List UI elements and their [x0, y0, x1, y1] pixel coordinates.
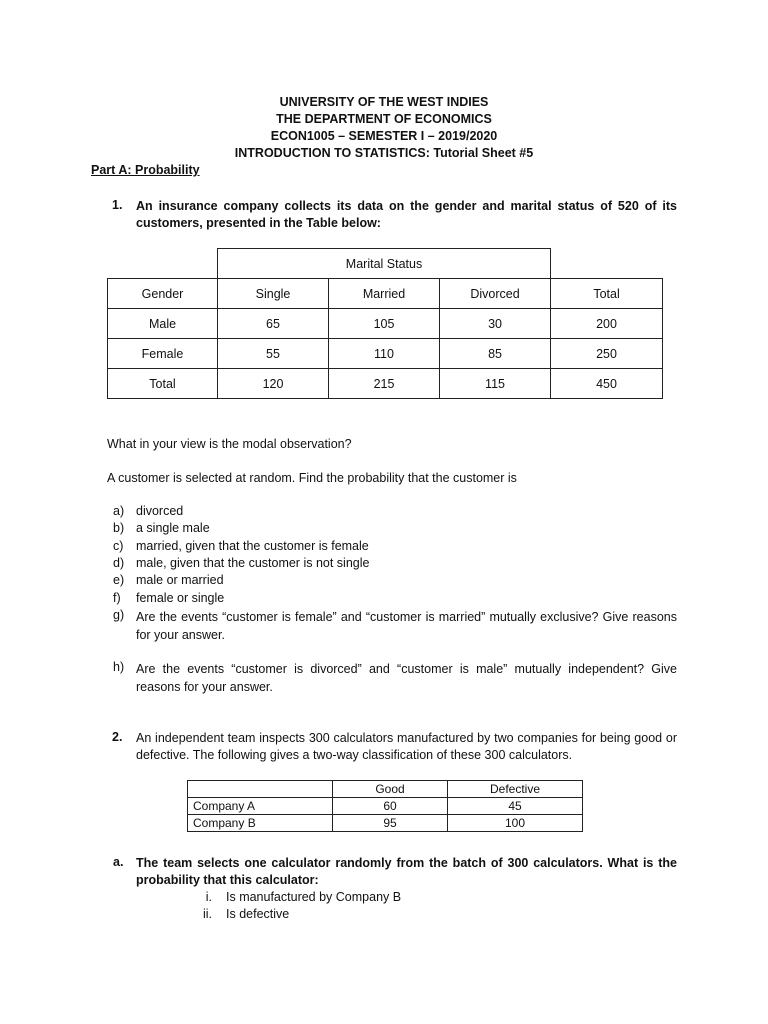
table-row	[108, 339, 663, 369]
table-cell: 45	[448, 798, 583, 815]
q2a-text: The team selects one calculator randomly from the batch of 300 calculators. What is the probability that this calculator:	[136, 856, 677, 887]
q1-number: 1.	[112, 198, 123, 212]
university-title: UNIVERSITY OF THE WEST INDIES	[279, 95, 489, 109]
table-cell: 100	[448, 815, 583, 832]
table-row	[188, 815, 583, 832]
column-header: Married	[329, 279, 440, 309]
calculator-table	[187, 780, 583, 832]
table-cell: 55	[218, 339, 329, 369]
table-cell: 30	[440, 309, 551, 339]
item-letter: h)	[113, 660, 125, 674]
table-cell: 95	[333, 815, 448, 832]
roman-numeral: i.	[205, 890, 212, 904]
modal-question: What in your view is the modal observation?	[107, 437, 352, 451]
item-letter: d)	[113, 556, 125, 570]
table-cell: Company B	[188, 815, 333, 832]
table-cell: 120	[218, 369, 329, 399]
item-text: divorced	[136, 504, 184, 518]
item-letter: c)	[113, 539, 124, 553]
table-cell: 250	[551, 339, 663, 369]
course-title: ECON1005 – SEMESTER I – 2019/2020	[270, 129, 498, 143]
item-text: Are the events “customer is female” and “customer is married” mutually exclusive? Give reasons for your answer.	[136, 610, 677, 642]
column-header: Good	[333, 781, 448, 798]
table-cell: Male	[108, 309, 218, 339]
part-a-heading: Part A: Probability	[91, 163, 200, 177]
blank-cell	[108, 249, 218, 279]
table-header-row	[188, 781, 583, 798]
column-header	[188, 781, 333, 798]
item-letter: f)	[113, 591, 121, 605]
random-prompt: A customer is selected at random. Find the probability that the customer is	[107, 471, 517, 485]
item-letter: e)	[113, 573, 125, 587]
table-cell: Company A	[188, 798, 333, 815]
table-row	[108, 309, 663, 339]
q2-text: An independent team inspects 300 calculators manufactured by two companies for being good or defective. The following gives a two-way classification of these 300 calculators.	[136, 731, 677, 762]
item-letter: a)	[113, 504, 125, 518]
table-cell: 200	[551, 309, 663, 339]
roman-numeral: ii.	[202, 907, 212, 921]
q2-number: 2.	[112, 730, 123, 744]
table-row	[108, 369, 663, 399]
subitem-text: Is manufactured by Company B	[226, 890, 402, 904]
column-header: Divorced	[440, 279, 551, 309]
table-cell: 60	[333, 798, 448, 815]
marital-status-table	[107, 248, 663, 399]
marital-status-header: Marital Status	[218, 249, 551, 279]
subitem-text: Is defective	[226, 907, 290, 921]
table-cell: 65	[218, 309, 329, 339]
q1-text: An insurance company collects its data on the gender and marital status of 520 of its customers, presented in the Table below:	[136, 199, 677, 230]
tutorial-title: INTRODUCTION TO STATISTICS: Tutorial Sheet #5	[234, 146, 534, 160]
table-cell: 110	[329, 339, 440, 369]
item-text: married, given that the customer is female	[136, 539, 369, 553]
column-header: Gender	[108, 279, 218, 309]
table-cell: Female	[108, 339, 218, 369]
table-cell: 215	[329, 369, 440, 399]
table-header-row	[108, 279, 663, 309]
column-header: Single	[218, 279, 329, 309]
table-cell: 85	[440, 339, 551, 369]
blank-cell	[551, 249, 663, 279]
table-cell: 450	[551, 369, 663, 399]
table-cell: 105	[329, 309, 440, 339]
item-text: female or single	[136, 591, 225, 605]
column-header: Defective	[448, 781, 583, 798]
item-text: Are the events “customer is divorced” and “customer is male” mutually independent? Give reasons for your answer.	[136, 662, 677, 694]
column-header: Total	[551, 279, 663, 309]
item-letter: b)	[113, 521, 125, 535]
table-cell: 115	[440, 369, 551, 399]
table-row	[188, 798, 583, 815]
table-group-header-row	[108, 249, 663, 279]
item-text: male, given that the customer is not single	[136, 556, 370, 570]
item-text: a single male	[136, 521, 210, 535]
item-letter: g)	[113, 608, 125, 622]
item-text: male or married	[136, 573, 224, 587]
department-title: THE DEPARTMENT OF ECONOMICS	[276, 112, 492, 126]
q2a-label: a.	[113, 855, 124, 869]
table-cell: Total	[108, 369, 218, 399]
